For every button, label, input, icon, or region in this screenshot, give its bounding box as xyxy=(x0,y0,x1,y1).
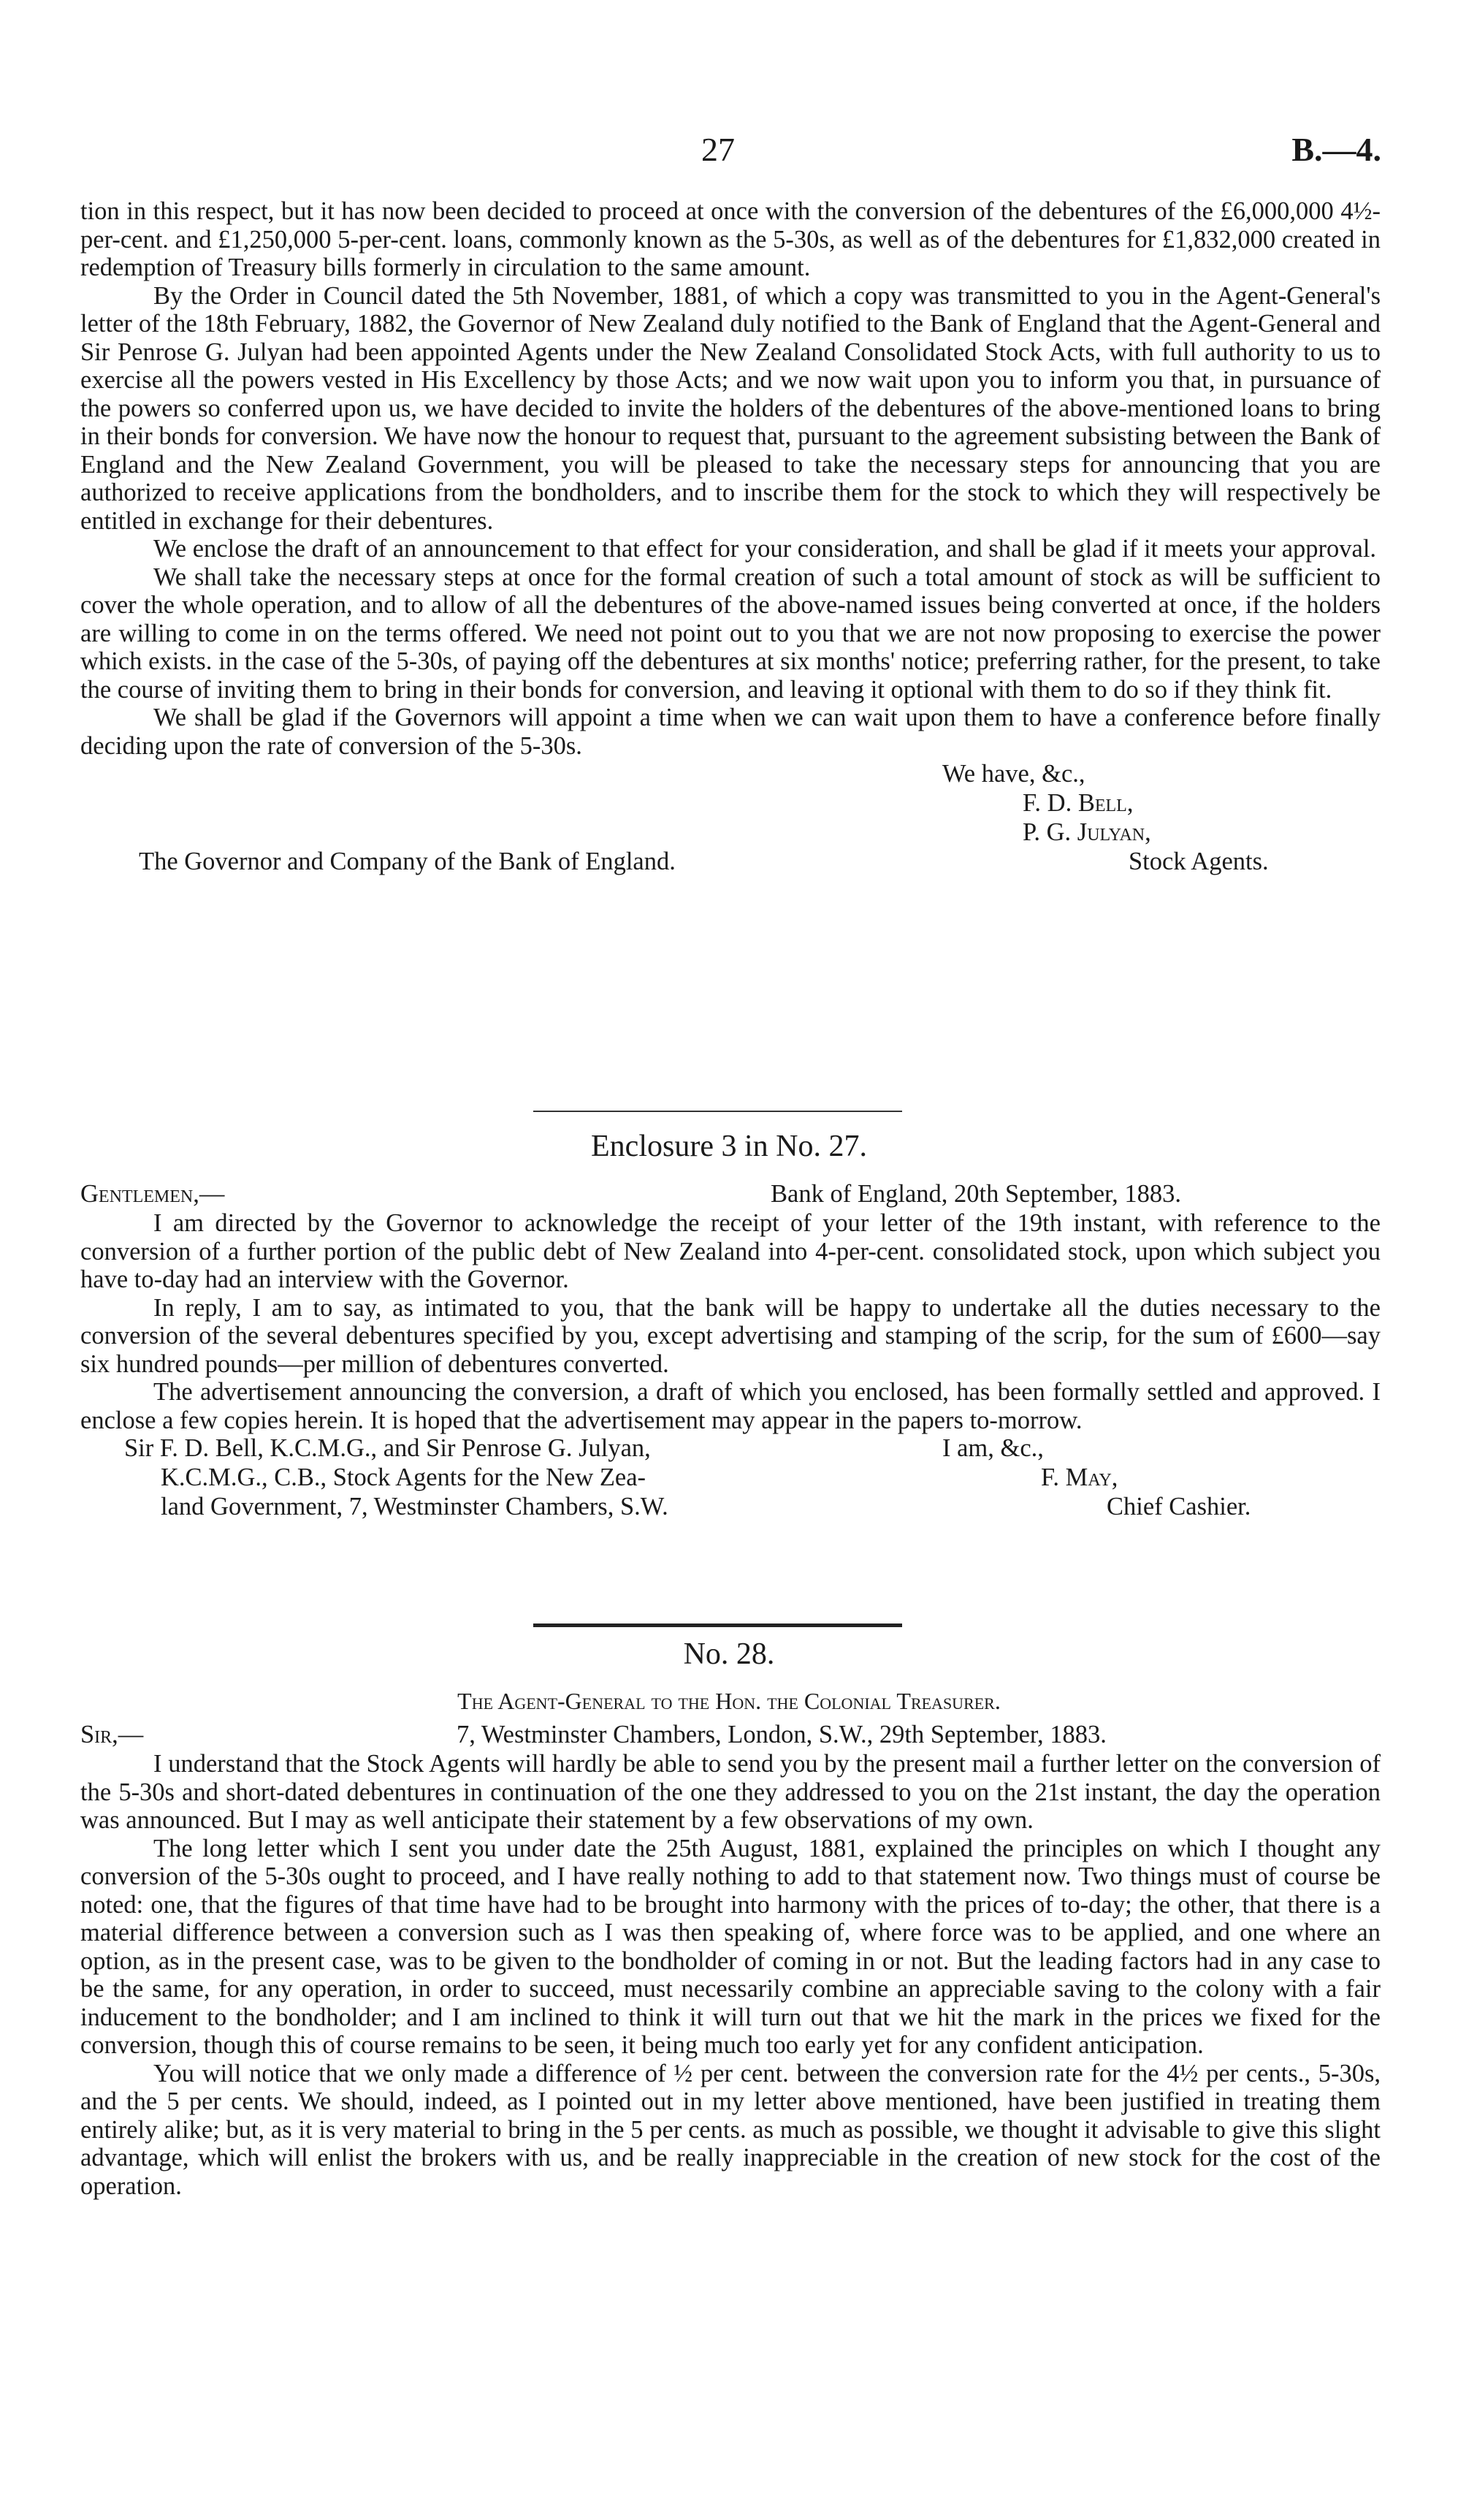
page-header xyxy=(0,130,1458,174)
addressee: The Governor and Company of the Bank of England. xyxy=(139,848,676,875)
signature-block xyxy=(80,760,1381,906)
section-divider xyxy=(533,1111,902,1112)
salutation: Gentlemen,— xyxy=(80,1180,225,1208)
section-divider xyxy=(533,1623,902,1627)
signatory-title: Chief Cashier. xyxy=(1107,1493,1251,1520)
signature-closing: I am, &c., xyxy=(942,1434,1044,1462)
paragraph: We shall be glad if the Governors will appoint a time when we can wait upon them to have a conference before finally deciding upon the rate of conversion of the 5-30s. xyxy=(80,704,1381,760)
enclosure-heading: Enclosure 3 in No. 27. xyxy=(591,1130,867,1163)
paragraph: The advertisement announcing the conversion, a draft of which you enclosed, has been formally settled and approved. I enclose a few copies herein. It is hoped that the advertisement may appear in the papers to-morrow. xyxy=(80,1378,1381,1434)
paragraph: The long letter which I sent you under date the 25th August, 1881, explained the principles on which I thought any conversion of the 5-30s ought to proceed, and I have really nothing to add to that statement now. Two things must of course be noted: one, that the figures of that time have had to be brought into harmony with the prices of to-day; the other, that there is a material difference between a conversion such as I was then speaking of, where force was to be applied, and one where an option, as in the present case, was to be given to the bondholder of coming in or not. But the leading factors had in any case to be the same, for any operation, in order to succeed, must necessarily combine an appreciable saving to the colony with a fair inducement to the bondholder; and I am inclined to think it will turn out that we hit the mark in the prices we fixed for the conversion, though this of course remains to be seen, it being much too early yet for any confident anticipation. xyxy=(80,1834,1381,2059)
paragraph: We enclose the draft of an announcement to that effect for your consideration, and shall be glad if it meets your approval. xyxy=(153,535,1377,563)
address-line: land Government, 7, Westminster Chambers, S.W. xyxy=(161,1493,668,1520)
letter-number-heading: No. 28. xyxy=(683,1637,775,1671)
enclosure-body xyxy=(80,1209,1381,1523)
letter-body xyxy=(80,1750,1381,2200)
address-line: K.C.M.G., C.B., Stock Agents for the New Zea- xyxy=(161,1463,646,1491)
paragraph: You will notice that we only made a difference of ½ per cent. between the conversion rate for the 4½ per cents., 5-30s, and the 5 per cents. We should, indeed, as I pointed out in my letter above mentioned, have been justified in treating them entirely alike; but, as it is very material to bring in the 5 per cents. as much as possible, we thought it advisable to give this slight advantage, which will enlist the brokers with us, and be really inappreciable in the creation of new stock for the cost of the operation. xyxy=(80,2059,1381,2200)
paragraph: We shall take the necessary steps at once for the formal creation of such a total amount of stock as will be sufficient to cover the whole operation, and to allow of all the debentures of the above-named issues being converted at once, if the holders are willing to come in on the terms offered. We need not point out to you that we are not now proposing to exercise the power which exists. in the case of the 5-30s, of paying off the debentures at six months' notice; preferring rather, for the present, to take the course of inviting them to bring in their bonds for conversion, and leaving it optional with them to do so if they think fit. xyxy=(80,563,1381,704)
paragraph: tion in this respect, but it has now been decided to proceed at once with the conversion of the debentures of the £6,000,000 4½-per-cent. and £1,250,000 5-per-cent. loans, commonly known as the 5-30s, as well as of the debentures for £1,832,000 created in redemption of Treasury bills formerly in circulation to the same amount. xyxy=(80,197,1381,281)
letter-subheading: The Agent-General to the Hon. the Colonial Treasurer. xyxy=(457,1688,1001,1714)
page-number: 27 xyxy=(701,131,735,168)
place-date: Bank of England, 20th September, 1883. xyxy=(771,1180,1182,1208)
signatory: F. D. Bell, xyxy=(1023,789,1134,817)
paragraph: I am directed by the Governor to acknowledge the receipt of your letter of the 19th instant, with reference to the conversion of a further portion of the public debt of New Zealand into 4-per-cent. consolidated stock, upon which subject you have to-day had an interview with the Governor. xyxy=(80,1209,1381,1293)
address-line: Sir F. D. Bell, K.C.M.G., and Sir Penrose G. Julyan, xyxy=(124,1434,651,1462)
signatory: F. May, xyxy=(1041,1463,1118,1491)
place-date: 7, Westminster Chambers, London, S.W., 29th September, 1883. xyxy=(457,1721,1107,1748)
signature-closing: We have, &c., xyxy=(942,760,1085,788)
signature-block xyxy=(80,1434,1381,1523)
letter-continuation xyxy=(80,197,1381,906)
signatory: P. G. Julyan, xyxy=(1023,818,1151,846)
paragraph: In reply, I am to say, as intimated to you, that the bank will be happy to undertake all the duties necessary to the conversion of the several debentures specified by you, except advertising and stamping of the scrip, for the sum of £600—say six hundred pounds—per million of debentures converted. xyxy=(80,1293,1381,1378)
salutation: Sir,— xyxy=(80,1721,144,1748)
signatory-title: Stock Agents. xyxy=(1129,848,1269,875)
paragraph: I understand that the Stock Agents will hardly be able to send you by the present mail a further letter on the conversion of the 5-30s and short-dated debentures in continuation of the one they addressed to you on the 21st instant, the day the operation was announced. But I may as well anticipate their statement by a few observations of my own. xyxy=(80,1750,1381,1834)
paragraph: By the Order in Council dated the 5th November, 1881, of which a copy was transmitted to you in the Agent-General's letter of the 18th February, 1882, the Governor of New Zealand duly notified to the Bank of England that the Agent-General and Sir Penrose G. Julyan had been appointed Agents under the New Zealand Consolidated Stock Acts, with full authority to us to exercise all the powers vested in His Excellency by those Acts; and we now wait upon you to inform you that, in pursuance of the powers so conferred upon us, we have decided to invite the holders of the debentures of the above-mentioned loans to bring in their bonds for conversion. We have now the honour to request that, pursuant to the agreement subsisting between the Bank of England and the New Zealand Government, you will be pleased to take the necessary steps for announcing that you are authorized to receive applications from the bondholders, and to inscribe them for the stock to which they will respectively be entitled in exchange for their debentures. xyxy=(80,281,1381,535)
document-reference: B.—4. xyxy=(1291,131,1381,168)
